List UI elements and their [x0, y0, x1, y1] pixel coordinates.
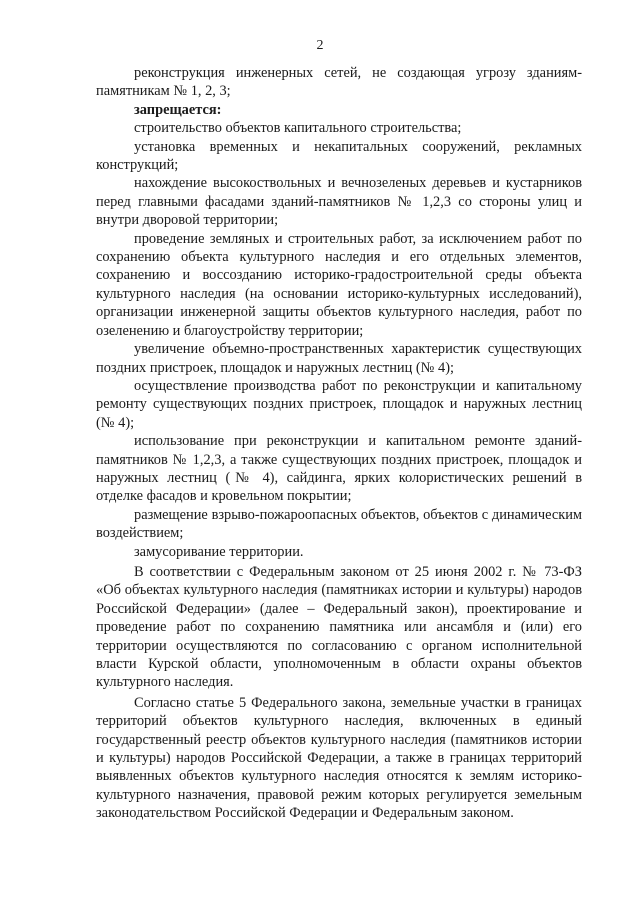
- paragraph-prohibited-repairs: осуществление производства работ по реконструкции и капитальному ремонту существующих поздних пристроек, площадок и наружных лестниц (№ 4);: [96, 377, 582, 431]
- paragraph-prohibited-volume-increase: увеличение объемно-пространственных характеристик существующих поздних пристроек, площадок и наружных лестниц (№ 4);: [96, 341, 582, 376]
- document-body: [96, 64, 582, 823]
- paragraph-article-5: Согласно статье 5 Федерального закона, земельные участки в границах территорий объектов культурного наследия, включенных в единый государственный реестр объектов культурного наследия (памятников истории и культуры) народов Российской Федерации, а также в границах территорий выявленных объектов культурного наследия относятся к землям историко-культурного назначения, правовой режим которых регулируется земельным законодательством Российской Федерации и Федеральным законом.: [96, 694, 582, 822]
- paragraph-prohibited-construction: строительство объектов капитального строительства;: [134, 120, 462, 137]
- paragraph-prohibited-trees: нахождение высокоствольных и вечнозеленых деревьев и кустарников перед главными фасадами зданий-памятников № 1,2,3 со стороны улиц и внутри дворовой территории;: [96, 175, 582, 229]
- paragraph-federal-law: В соответствии с Федеральным законом от 25 июня 2002 г. № 73-ФЗ «Об объектах культурного наследия (памятниках истории и культуры) народов Российской Федерации» (далее – Федеральный закон), проектирование и проведение работ по сохранению памятника или ансамбля и (или) его территории осуществляются по согласованию с органом исполнительной власти Курской области, уполномоченным в области охраны объектов культурного наследия.: [96, 563, 582, 691]
- page-number: 2: [316, 38, 324, 53]
- paragraph-prohibited-heading: запрещается:: [134, 101, 222, 118]
- paragraph-prohibited-earthworks: проведение земляных и строительных работ, за исключением работ по сохранению объекта культурного наследия и его отдельных элементов, сохранению и воссозданию историко-градостроительной среды объекта культурного наследия (на основании историко-культурных исследований), организации инженерной защиты объектов культурного наследия, работ по озеленению и благоустройству территории;: [96, 230, 582, 339]
- paragraph-prohibited-temporary-structures: установка временных и некапитальных сооружений, рекламных конструкций;: [96, 138, 582, 174]
- paragraph-reconstruction-networks: реконструкция инженерных сетей, не создающая угрозу зданиям-памятникам № 1, 2, 3;: [96, 65, 582, 100]
- paragraph-prohibited-siding: использование при реконструкции и капитальном ремонте зданий-памятников № 1,2,3, а также существующих поздних пристроек, площадок и наружных лестниц (№ 4), сайдинга, ярких колористических решений в отделке фасадов и кровельном покрытии;: [96, 433, 582, 505]
- paragraph-prohibited-littering: замусоривание территории.: [134, 543, 304, 560]
- paragraph-prohibited-hazardous-objects: размещение взрыво-пожароопасных объектов, объектов с динамическим воздействием;: [96, 506, 582, 542]
